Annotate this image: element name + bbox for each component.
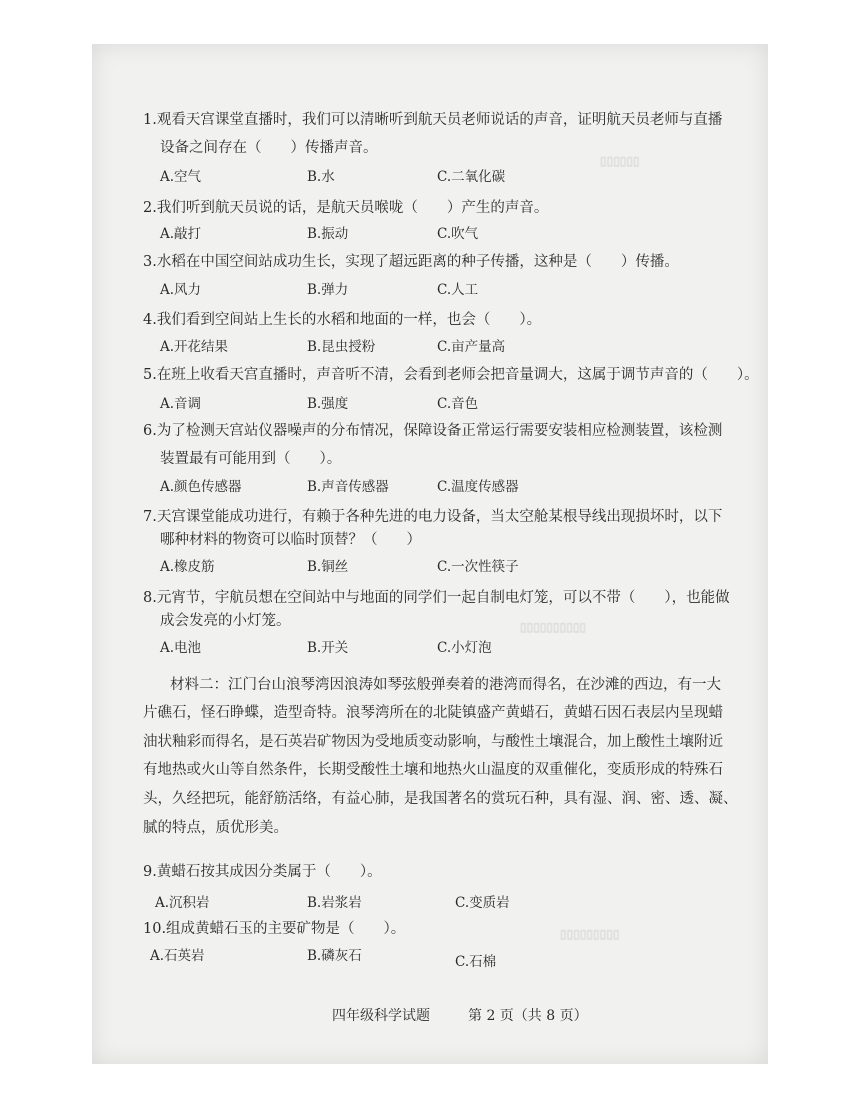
option-a: A.开花结果 xyxy=(160,339,229,355)
option-a: A.沉积岩 xyxy=(155,895,210,911)
question-1-line-2: 设备之间存在（ ）传播声音。 xyxy=(160,140,378,156)
option-b: B.铜丝 xyxy=(307,559,349,575)
option-b: B.弹力 xyxy=(307,282,349,298)
footer-page-number: 第 2 页（共 8 页） xyxy=(468,1008,588,1024)
option-c: C.音色 xyxy=(437,396,479,412)
option-a: A.石英岩 xyxy=(150,948,205,964)
question-5-line-1: 5.在班上收看天宫直播时，声音听不清，会看到老师会把音量调大，这属于调节声音的（ ）。 xyxy=(143,367,759,383)
option-b: B.振动 xyxy=(307,226,349,242)
bleed-through-decoration: ▯▯▯▯▯▯▯▯▯ xyxy=(560,927,620,941)
option-a: A.音调 xyxy=(160,396,202,412)
option-a: A.橡皮筋 xyxy=(160,559,215,575)
option-a: A.敲打 xyxy=(160,226,202,242)
option-c: C.二氧化碳 xyxy=(437,169,506,185)
question-6-line-1: 6.为了检测天宫站仪器噪声的分布情况，保障设备正常运行需要安装相应检测装置，该检测 xyxy=(143,423,723,439)
option-c: C.亩产量高 xyxy=(437,339,506,355)
option-c: C.石棉 xyxy=(455,954,497,970)
question-2-line-1: 2.我们听到航天员说的话，是航天员喉咙（ ）产生的声音。 xyxy=(143,200,549,216)
option-b: B.磷灰石 xyxy=(307,948,362,964)
question-8-line-2: 成会发亮的小灯笼。 xyxy=(160,613,291,629)
question-1-line-1: 1.观看天宫课堂直播时，我们可以清晰听到航天员老师说话的声音，证明航天员老师与直播 xyxy=(143,112,723,128)
material-line-1: 材料二：江门台山浪琴湾因浪涛如琴弦般弹奏着的港湾而得名，在沙滩的西边，有一大 xyxy=(170,677,721,693)
question-10-line-1: 10.组成黄蜡石玉的主要矿物是（ ）。 xyxy=(143,921,406,937)
material-line-5: 头，久经把玩，能舒筋活络，有益心肺，是我国著名的赏玩石种，具有湿、润、密、透、凝、 xyxy=(143,791,738,807)
option-b: B.水 xyxy=(307,169,335,185)
option-c: C.一次性筷子 xyxy=(437,559,519,575)
option-c: C.人工 xyxy=(437,282,479,298)
question-4-line-1: 4.我们看到空间站上生长的水稻和地面的一样，也会（ ）。 xyxy=(143,312,542,328)
option-a: A.电池 xyxy=(160,640,202,656)
option-c: C.吹气 xyxy=(437,226,479,242)
question-7-line-2: 哪种材料的物资可以临时顶替？（ ） xyxy=(160,532,421,548)
question-6-line-2: 装置最有可能用到（ ）。 xyxy=(160,451,342,467)
option-b: B.强度 xyxy=(307,396,349,412)
option-a: A.空气 xyxy=(160,169,202,185)
question-3-line-1: 3.水稻在中国空间站成功生长，实现了超远距离的种子传播，这种是（ ）传播。 xyxy=(143,254,679,270)
option-a: A.风力 xyxy=(160,282,202,298)
material-line-4: 有地热或火山等自然条件，长期受酸性土壤和地热火山温度的双重催化，变质形成的特殊石 xyxy=(143,762,723,778)
option-b: B.开关 xyxy=(307,640,349,656)
bleed-through-decoration: ▯▯▯▯▯▯▯▯▯▯ xyxy=(520,620,587,634)
question-9-line-1: 9.黄蜡石按其成因分类属于（ ）。 xyxy=(143,864,382,880)
option-a: A.颜色传感器 xyxy=(160,479,242,495)
option-c: C.变质岩 xyxy=(455,895,510,911)
option-c: C.小灯泡 xyxy=(437,640,492,656)
question-8-line-1: 8.元宵节，宇航员想在空间站中与地面的同学们一起自制电灯笼，可以不带（ ），也能做 xyxy=(143,590,730,606)
option-b: B.昆虫授粉 xyxy=(307,339,376,355)
material-line-6: 腻的特点，质优形美。 xyxy=(143,820,288,836)
option-c: C.温度传感器 xyxy=(437,479,519,495)
material-line-3: 油状釉彩而得名，是石英岩矿物因为受地质变动影响，与酸性土壤混合，加上酸性土壤附近 xyxy=(143,734,723,750)
material-line-2: 片礁石，怪石睁蝶，造型奇特。浪琴湾所在的北陡镇盛产黄蜡石，黄蜡石因石表层内呈现蜡 xyxy=(143,705,723,721)
option-b: B.声音传感器 xyxy=(307,479,389,495)
option-b: B.岩浆岩 xyxy=(307,895,362,911)
question-7-line-1: 7.天宫课堂能成功进行，有赖于各种先进的电力设备，当太空舱某根导线出现损坏时，以下 xyxy=(143,509,723,525)
footer-subject: 四年级科学试题 xyxy=(332,1008,430,1024)
bleed-through-decoration: ▯▯▯▯▯▯ xyxy=(600,154,640,168)
